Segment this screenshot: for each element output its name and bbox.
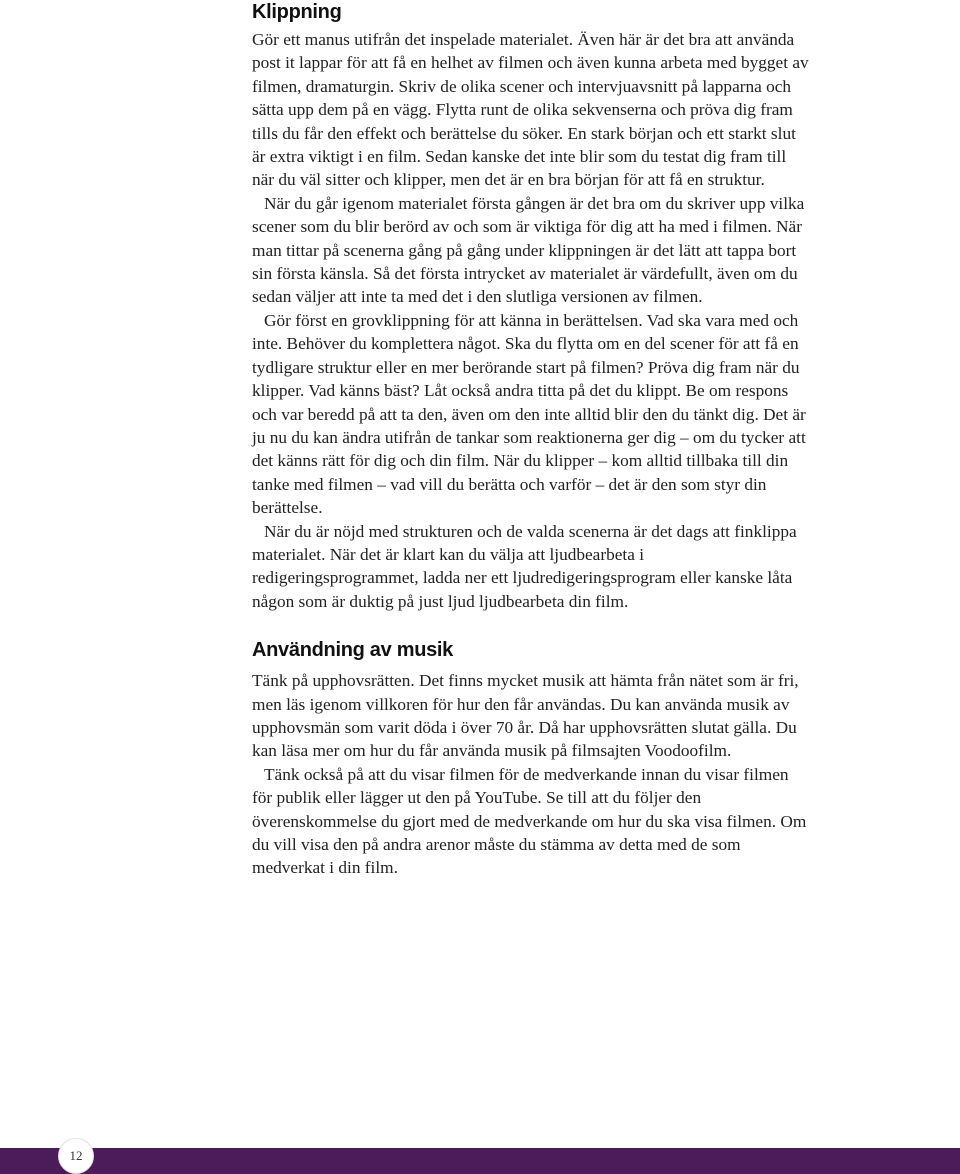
paragraph: Tänk på upphovsrätten. Det finns mycket musik att hämta från nätet som är fri, men läs igenom villkoren för hur den får användas. Du kan använda musik av upphovsmän som varit döda i över 70 år. Då har upphovsrätten slutat gälla. Du kan läsa mer om hur du får använda musik på filmsajten Voodoofilm. <box>252 671 799 761</box>
paragraph: Gör först en grovklippning för att känna in berättelsen. Vad ska vara med och inte. Behöver du komplettera något. Ska du flytta om en del scener för att få en tydligare struktur eller en mer berörande start på filmen? Pröva dig fram när du klipper. Vad känns bäst? Låt också andra titta på det du klippt. Be om respons och var beredd på att ta den, även om den inte alltid blir den du tänkt dig. Det är ju nu du kan ändra utifrån de tankar som reaktionerna ger dig – om du tycker att det känns rätt för dig och din film. När du klipper – kom alltid tillbaka till din tanke med filmen – vad vill du berätta och varför – det är den som styr din berättelse. <box>252 310 806 518</box>
paragraph: Tänk också på att du visar filmen för de medverkande innan du visar filmen för publik eller lägger ut den på YouTube. Se till att du följer den överenskommelse du gjort med de medverkande om hur du ska visa filmen. Om du vill visa den på andra arenor måste du stämma av detta med de som medverkat i din film. <box>252 764 807 878</box>
section-heading-klippning: Klippning <box>252 1 342 23</box>
page-number: 12 <box>58 1138 94 1174</box>
paragraph: När du är nöjd med strukturen och de valda scenerna är det dags att finklippa materialet. När det är klart kan du välja att ljudbearbeta i redigeringsprogrammet, ladda ner ett ljudredigeringsprogram eller kanske låta någon som är duktig på just ljud ljudbearbeta din film. <box>252 521 797 611</box>
section-body-klippning <box>252 28 812 613</box>
paragraph: Gör ett manus utifrån det inspelade materialet. Även här är det bra att använda post it lappar för att få en helhet av filmen och även kunna arbeta med bygget av filmen, dramaturgin. Skriv de olika scener och intervjuavsnitt på lapparna och sätta upp dem på en vägg. Flytta runt de olika sekvenserna och pröva dig fram tills du får den effekt och berättelse du söker. En stark början och ett starkt slut är extra viktigt i en film. Sedan kanske det inte blir som du testat dig fram till när du väl sitter och klipper, men det är en bra början för att få en struktur. <box>252 30 809 190</box>
page-content <box>252 0 812 880</box>
paragraph: När du går igenom materialet första gången är det bra om du skriver upp vilka scener som du blir berörd av och som är viktiga för dig att ha med i filmen. När man tittar på scenerna gång på gång under klippningen är det lätt att tappa bort sin första känsla. Så det första intrycket av materialet är värdefullt, även om du sedan väljer att inte ta med det i den slutliga versionen av filmen. <box>252 193 805 307</box>
section-body-musik <box>252 669 812 880</box>
section-heading-musik: Användning av musik <box>252 639 454 662</box>
footer-bar <box>0 1148 960 1174</box>
